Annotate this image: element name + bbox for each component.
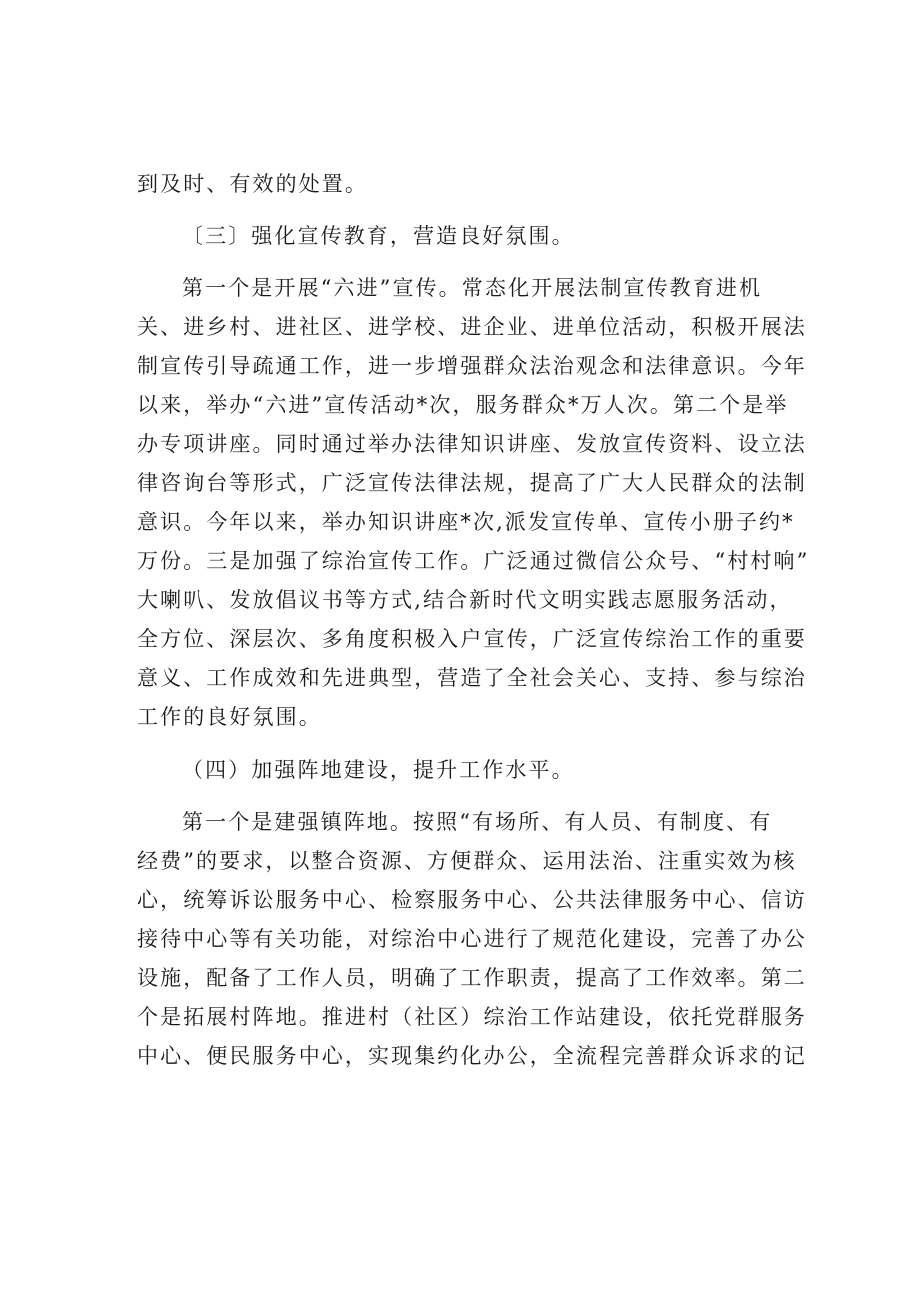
body-text-line: 关、进乡村、进社区、进学校、进企业、进单位活动，积极开展法 (137, 315, 807, 339)
section-heading-3: 〔三〕强化宣传教育，营造良好氛围。 (182, 224, 575, 248)
body-text-line: 以来，举办“六进”宣传活动*次，服务群众*万人次。第二个是举 (137, 393, 789, 417)
body-text-line: 大喇叭、发放倡议书等方式,结合新时代文明实践志愿服务活动， (137, 588, 793, 612)
body-text-line: 个是拓展村阵地。推进村（社区）综治工作站建设，依托党群服务 (137, 1005, 807, 1029)
body-text-line: 万份。三是加强了综治宣传工作。广泛通过微信公众号、“村村响” (137, 549, 810, 573)
paragraph-first-line: 第一个是建强镇阵地。按照“有场所、有人员、有制度、有 (182, 810, 773, 834)
body-text-line: 经费”的要求，以整合资源、方便群众、运用法治、注重实效为核 (137, 849, 797, 873)
body-text-line: 心，统筹诉讼服务中心、检察服务中心、公共法律服务中心、信访 (137, 888, 807, 912)
body-text-line: 律咨询台等形式，广泛宣传法律法规，提高了广大人民群众的法制 (137, 471, 807, 495)
body-text-line: 办专项讲座。同时通过举办法律知识讲座、发放宣传资料、设立法 (137, 432, 807, 456)
body-text-line: 意义、工作成效和先进典型，营造了全社会关心、支持、参与综治 (137, 666, 807, 690)
body-text-line: 设施，配备了工作人员，明确了工作职责，提高了工作效率。第二 (137, 966, 807, 990)
section-heading-4: （四）加强阵地建设，提升工作水平。 (182, 758, 575, 782)
body-text-line: 全方位、深层次、多角度积极入户宣传，广泛宣传综治工作的重要 (137, 627, 807, 651)
body-text-line: 意识。今年以来，举办知识讲座*次,派发宣传单、宣传小册子约* (137, 510, 795, 534)
body-text-line: 到及时、有效的处置。 (137, 172, 368, 196)
paragraph-first-line: 第一个是开展“六进”宣传。常态化开展法制宣传教育进机 (182, 276, 763, 300)
body-text-line: 制宣传引导疏通工作，进一步增强群众法治观念和法律意识。今年 (137, 354, 807, 378)
body-text-line: 接待中心等有关功能，对综治中心进行了规范化建设，完善了办公 (137, 927, 807, 951)
body-text-line: 中心、便民服务中心，实现集约化办公，全流程完善群众诉求的记 (137, 1044, 807, 1068)
body-text-line: 工作的良好氛围。 (137, 705, 322, 729)
